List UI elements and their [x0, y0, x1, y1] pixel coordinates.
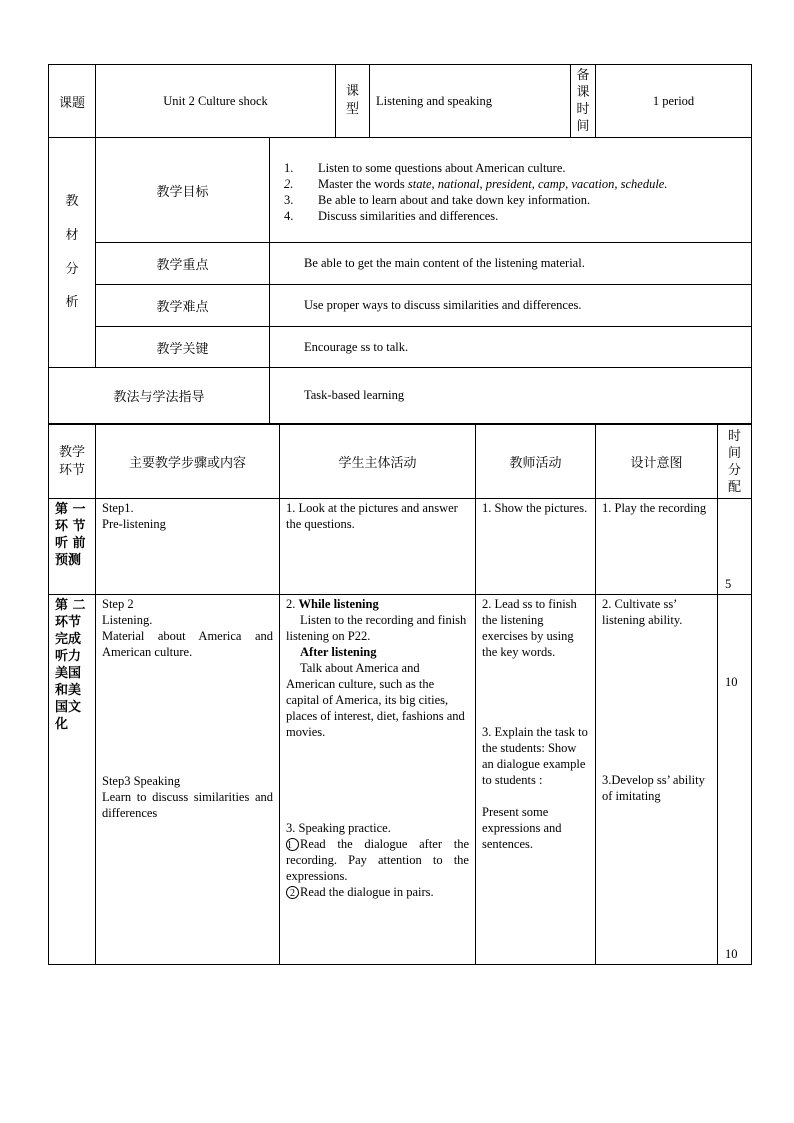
vertical-line: 环节 — [55, 615, 82, 630]
stage2-row — [49, 595, 752, 965]
goal-number: 1. — [284, 161, 294, 175]
goal-item — [270, 192, 751, 208]
steps-header: 主要教学步骤或内容 — [96, 425, 280, 499]
key-point-label: 教学重点 — [96, 243, 270, 285]
vertical-line: 国文 — [55, 700, 82, 715]
after-listening-text: Talk about America and American culture, such as the capital of America, its big cities, places of interest, diet, fashions and movies. — [286, 661, 465, 739]
speaking-item-2-text: Read the dialogue in pairs. — [300, 885, 434, 899]
stage2-name — [49, 595, 96, 965]
vertical-line: 第 一 — [55, 502, 86, 517]
intent-cultivate-text: 2. Cultivate ss’ listening ability. — [602, 597, 683, 627]
stage2-step-line: Step 2 — [102, 597, 134, 611]
goal-item — [270, 208, 751, 224]
speaking-item-1 — [286, 836, 469, 884]
vertical-line: 美国 — [55, 666, 82, 681]
stage1-row — [49, 499, 752, 595]
goal-label: 教学目标 — [96, 138, 270, 243]
stage2-name-text — [55, 597, 92, 733]
circled-number-2: 2 — [286, 886, 299, 899]
vertical-line: 完成 — [55, 632, 82, 647]
type-value: Listening and speaking — [370, 65, 571, 138]
stage1-step-line: Step1. — [102, 501, 134, 515]
vertical-line: 间 — [727, 445, 741, 461]
stage-header-line: 教学 — [58, 444, 85, 460]
goals-row — [49, 138, 752, 243]
vertical-line: 时 — [727, 428, 741, 444]
goals-list — [270, 160, 751, 224]
stage2-time — [718, 595, 752, 965]
vertical-char: 时 — [576, 102, 590, 117]
stage1-time: 5 — [718, 499, 752, 595]
method-row — [49, 368, 752, 424]
stage1-student: 1. Look at the pictures and answer the questions. — [280, 499, 476, 595]
difficulty-value: Use proper ways to discuss similarities and differences. — [270, 285, 752, 327]
speaking-item-2 — [286, 884, 469, 900]
stage-header — [49, 425, 96, 499]
vertical-line: 预测 — [55, 553, 82, 568]
goal-number: 3. — [284, 193, 294, 207]
stage2-step-line: Listening. — [102, 613, 153, 627]
vertical-line: 分 — [727, 462, 741, 478]
stage1-teacher: 1. Show the pictures. — [476, 499, 596, 595]
analysis-vertical-label — [49, 185, 95, 320]
spacer — [286, 740, 469, 820]
vertical-char: 间 — [576, 119, 590, 134]
while-listening-text: Listen to the recording and finish listening on P22. — [286, 613, 467, 643]
stage2-intent — [596, 595, 718, 965]
stage1-name — [49, 499, 96, 595]
stage1-intent: 1. Play the recording — [596, 499, 718, 595]
stage-header-line: 环节 — [58, 462, 85, 478]
circled-number-1: 1 — [286, 838, 299, 851]
period-value: 1 period — [596, 65, 752, 138]
type-label — [336, 65, 370, 138]
stage1-step-line: Pre-listening — [102, 517, 166, 531]
goal-item — [270, 176, 751, 192]
stage2-step-line: Step3 Speaking — [102, 774, 181, 788]
while-listening-title — [286, 596, 469, 612]
vertical-line: 和美 — [55, 683, 82, 698]
key-point-value: Be able to get the main content of the listening material. — [270, 243, 752, 285]
method-label: 教法与学法指导 — [49, 368, 270, 424]
while-listening-bold: While listening — [298, 597, 379, 611]
spacer — [482, 788, 589, 804]
lesson-plan-top-table — [48, 64, 752, 424]
teaching-process-table — [48, 424, 752, 965]
stage-header-text — [49, 444, 95, 480]
crux-value: Encourage ss to talk. — [270, 327, 752, 368]
spacer — [602, 628, 711, 772]
vertical-line: 环 节 — [55, 519, 86, 534]
vertical-line: 教 — [65, 193, 79, 209]
spacer — [482, 660, 589, 724]
vertical-line: 听力 — [55, 649, 82, 664]
subject-value: Unit 2 Culture shock — [96, 65, 336, 138]
stage2-steps — [96, 595, 280, 965]
goal-text: Be able to learn about and take down key information. — [318, 193, 591, 207]
analysis-section-label — [49, 138, 96, 368]
stage2-step-line: Material about America and American culture. — [102, 629, 273, 659]
teacher-lead-text: 2. Lead ss to finish the listening exercises by using the key words. — [482, 597, 577, 659]
speaking-item-1-text: Read the dialogue after the recording. Pay attention to the expressions. — [286, 837, 469, 883]
crux-label: 教学关键 — [96, 327, 270, 368]
vertical-char: 课 — [576, 85, 590, 100]
stage2-time-b: 10 — [725, 947, 738, 961]
difficulty-row — [49, 285, 752, 327]
time-header — [718, 425, 752, 499]
teacher-header: 教师活动 — [476, 425, 596, 499]
teacher-present-text: Present some expressions and sentences. — [482, 805, 562, 851]
goal-text: Discuss similarities and differences. — [318, 209, 499, 223]
vertical-char: 课 — [346, 84, 360, 99]
subject-label: 课题 — [49, 65, 96, 138]
prep-time-label-text — [571, 67, 595, 135]
goal-number: 2. — [284, 177, 294, 191]
process-header-row — [49, 425, 752, 499]
goal-number: 4. — [284, 209, 294, 223]
method-value: Task-based learning — [270, 368, 752, 424]
type-label-text — [336, 83, 369, 119]
stage2-step-line: Learn to discuss similarities and differences — [102, 790, 273, 820]
prep-time-label — [571, 65, 596, 138]
goals-cell — [270, 138, 752, 243]
student-header: 学生主体活动 — [280, 425, 476, 499]
while-listening-num: 2. — [286, 597, 299, 611]
vertical-char: 型 — [346, 102, 360, 117]
goal-text: Master the words state, national, president, camp, vacation, schedule. — [318, 177, 668, 191]
intent-develop-text: 3.Develop ss’ ability of imitating — [602, 773, 705, 803]
intent-header: 设计意图 — [596, 425, 718, 499]
crux-row — [49, 327, 752, 368]
vertical-line: 析 — [65, 295, 79, 311]
goal-text: Listen to some questions about American culture. — [318, 161, 566, 175]
vertical-line: 分 — [65, 261, 79, 277]
stage2-teacher — [476, 595, 596, 965]
speaking-practice-title: 3. Speaking practice. — [286, 821, 391, 835]
vertical-char: 备 — [576, 68, 590, 83]
vertical-line: 化 — [55, 717, 69, 732]
header-row — [49, 65, 752, 138]
time-header-text — [718, 428, 751, 496]
vertical-line: 第 二 — [55, 598, 86, 613]
vertical-line: 听 前 — [55, 536, 86, 551]
vertical-line: 材 — [65, 227, 79, 243]
stage2-student — [280, 595, 476, 965]
stage1-name-text — [55, 501, 92, 569]
vertical-line: 配 — [727, 479, 741, 495]
teacher-explain-text: 3. Explain the task to the students: Show an dialogue example to students : — [482, 725, 588, 787]
spacer — [102, 660, 273, 773]
stage1-steps — [96, 499, 280, 595]
after-listening-title: After listening — [300, 645, 377, 659]
stage2-time-a: 10 — [725, 675, 738, 689]
key-point-row — [49, 243, 752, 285]
goal-item — [270, 160, 751, 176]
goal-italic-words: state, national, president, camp, vacation, schedule. — [407, 177, 668, 191]
difficulty-label: 教学难点 — [96, 285, 270, 327]
